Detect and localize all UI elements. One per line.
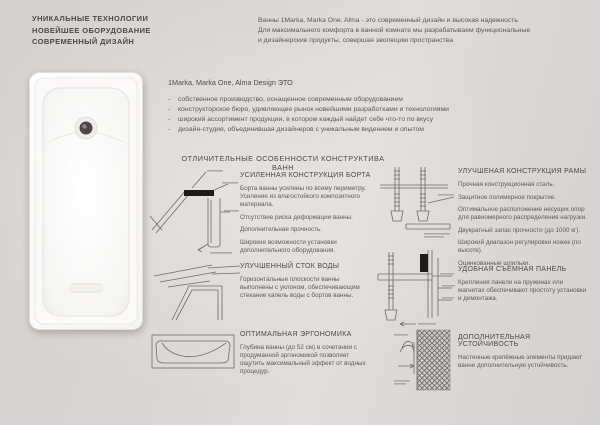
feature-ergonomics — [240, 331, 374, 381]
feature-panel-p1: Крепления панели на пружинах или магнитах обеспечивают простоту установки и демонтажа. — [458, 279, 587, 302]
feature-drain — [240, 263, 374, 305]
feature-rim-p4: Широкие возможности установки дополнительного оборудования. — [240, 238, 337, 254]
feature-stability-p1: Настенные крепёжные элементы придают ванне дополнительную устойчивость. — [458, 354, 583, 369]
intro-block — [168, 78, 478, 135]
feature-ergonomics-title: ОПТИМАЛЬНАЯ ЭРГОНОМИКА — [240, 331, 352, 338]
frame-structure-diagram — [378, 163, 456, 239]
feature-ergonomics-p1: Глубина ванны (до 52 см) в сочетании с продуманной эргономикой позволяет ощутить максимальный эффект от водных процедур. — [240, 344, 366, 375]
intro-bullet-4 — [168, 125, 478, 135]
description-line-1: Ванны 1Marka, Marka One, Alma - это современный дизайн и высокая надежность — [258, 17, 518, 24]
feature-frame-p4: Двукратный запас прочности (до 1000 кг). — [458, 226, 581, 234]
slogan-line-2: НОВЕЙШЕЕ ОБОРУДОВАНИЕ — [32, 25, 151, 35]
description-line-3: и дизайнерские продукты, совершая эволюцию пространства — [258, 37, 453, 44]
feature-rim-p2: Отсутствие риска деформации ванны. — [240, 213, 353, 221]
intro-bullet-3 — [168, 115, 478, 125]
feature-stability-title: ДОПОЛНИТЕЛЬНАЯ УСТОЙЧИВОСТЬ — [458, 334, 531, 348]
intro-bullet-text: дизайн-студия, объединившая дизайнеров с уникальным видением и опытом — [178, 126, 424, 133]
section-title: ОТЛИЧИТЕЛЬНЫЕ ОСОБЕННОСТИ КОНСТРУКТИВА ВАНН — [181, 154, 385, 172]
ergonomics-diagram-wrap — [150, 332, 236, 372]
bullet-marker: - — [168, 126, 171, 133]
slope-diagram-wrap — [152, 260, 242, 324]
intro-bullet-text: конструкторское бюро, удивляющее рынок новейшими разработками и технологиями — [178, 106, 449, 113]
bathtub-illustration-wrap — [29, 72, 143, 330]
ergonomic-profile-diagram — [150, 332, 236, 372]
feature-rim — [240, 172, 374, 259]
feature-rim-p3: Дополнительная прочность. — [240, 226, 323, 233]
reinforced-rim-diagram — [148, 164, 240, 258]
feature-panel-title: УДОБНАЯ СЪЁМНАЯ ПАНЕЛЬ — [458, 266, 567, 273]
feature-frame-p6: Оцинкованные шпильки. — [458, 259, 531, 267]
bullet-marker: - — [168, 106, 171, 113]
intro-bullet-text: собственное производство, оснащенное современным оборудованием — [178, 96, 403, 103]
wall-fixing-diagram-wrap — [392, 328, 454, 392]
feature-frame-title: УЛУЧШЕНАЯ КОНСТРУКЦИЯ РАМЫ — [458, 168, 587, 175]
removable-panel-diagram — [376, 246, 456, 330]
feature-drain-title: УЛУЧШЕННЫЙ СТОК ВОДЫ — [240, 263, 340, 270]
feature-drain-p1: Горизонтальные плоскости ванны выполнены с уклоном, обеспечивающим стекание капель воды с бортов ванны. — [240, 276, 360, 299]
bullet-marker: - — [168, 116, 171, 123]
intro-bullet-2 — [168, 105, 478, 115]
intro-list — [168, 95, 478, 135]
wall-fixing-diagram — [392, 328, 454, 392]
feature-frame-p3: Оптимальное расположение несущих опор для равномерного распределения нагрузки. — [458, 206, 588, 221]
feature-frame-p1: Прочная конструкционная сталь. — [458, 181, 555, 188]
description-block — [258, 16, 588, 46]
intro-bullet-text: широкий ассортимент продукции, в котором каждый найдет себе что-то по вкусу — [178, 116, 434, 123]
frame-diagram-wrap — [378, 163, 456, 239]
intro-title: 1Marka, Marka One, Alma Design ЭТО — [168, 78, 293, 87]
feature-rim-title: УСИЛЕННАЯ КОНСТРУКЦИЯ БОРТА — [240, 172, 371, 179]
slogan-line-3: СОВРЕМЕННЫЙ ДИЗАЙН — [32, 37, 135, 46]
bullet-marker: - — [168, 96, 171, 103]
feature-stability — [458, 334, 590, 375]
intro-bullet-1 — [168, 95, 478, 105]
description-line-2: Для максимального комфорта в ванной комнате мы разрабатываем функциональные — [258, 27, 531, 34]
panel-diagram-wrap — [376, 246, 456, 330]
feature-rim-p1: Борта ванны усилены по всему периметру. Усиление из влагостойкого композитного материала. — [240, 185, 366, 208]
bathtub-top-view-image — [29, 72, 143, 330]
feature-panel — [458, 266, 590, 308]
slogan-block — [32, 13, 212, 48]
slogan-line-1: УНИКАЛЬНЫЕ ТЕХНОЛОГИИ — [32, 14, 149, 23]
rim-diagram-wrap — [148, 164, 240, 258]
feature-frame-p2: Защитное полимерное покрытие. — [458, 193, 556, 201]
feature-frame — [458, 168, 590, 272]
water-drain-slope-diagram — [152, 260, 242, 324]
feature-frame-p5: Широкий диапазон регулировки ножек (по высоте). — [458, 239, 581, 254]
